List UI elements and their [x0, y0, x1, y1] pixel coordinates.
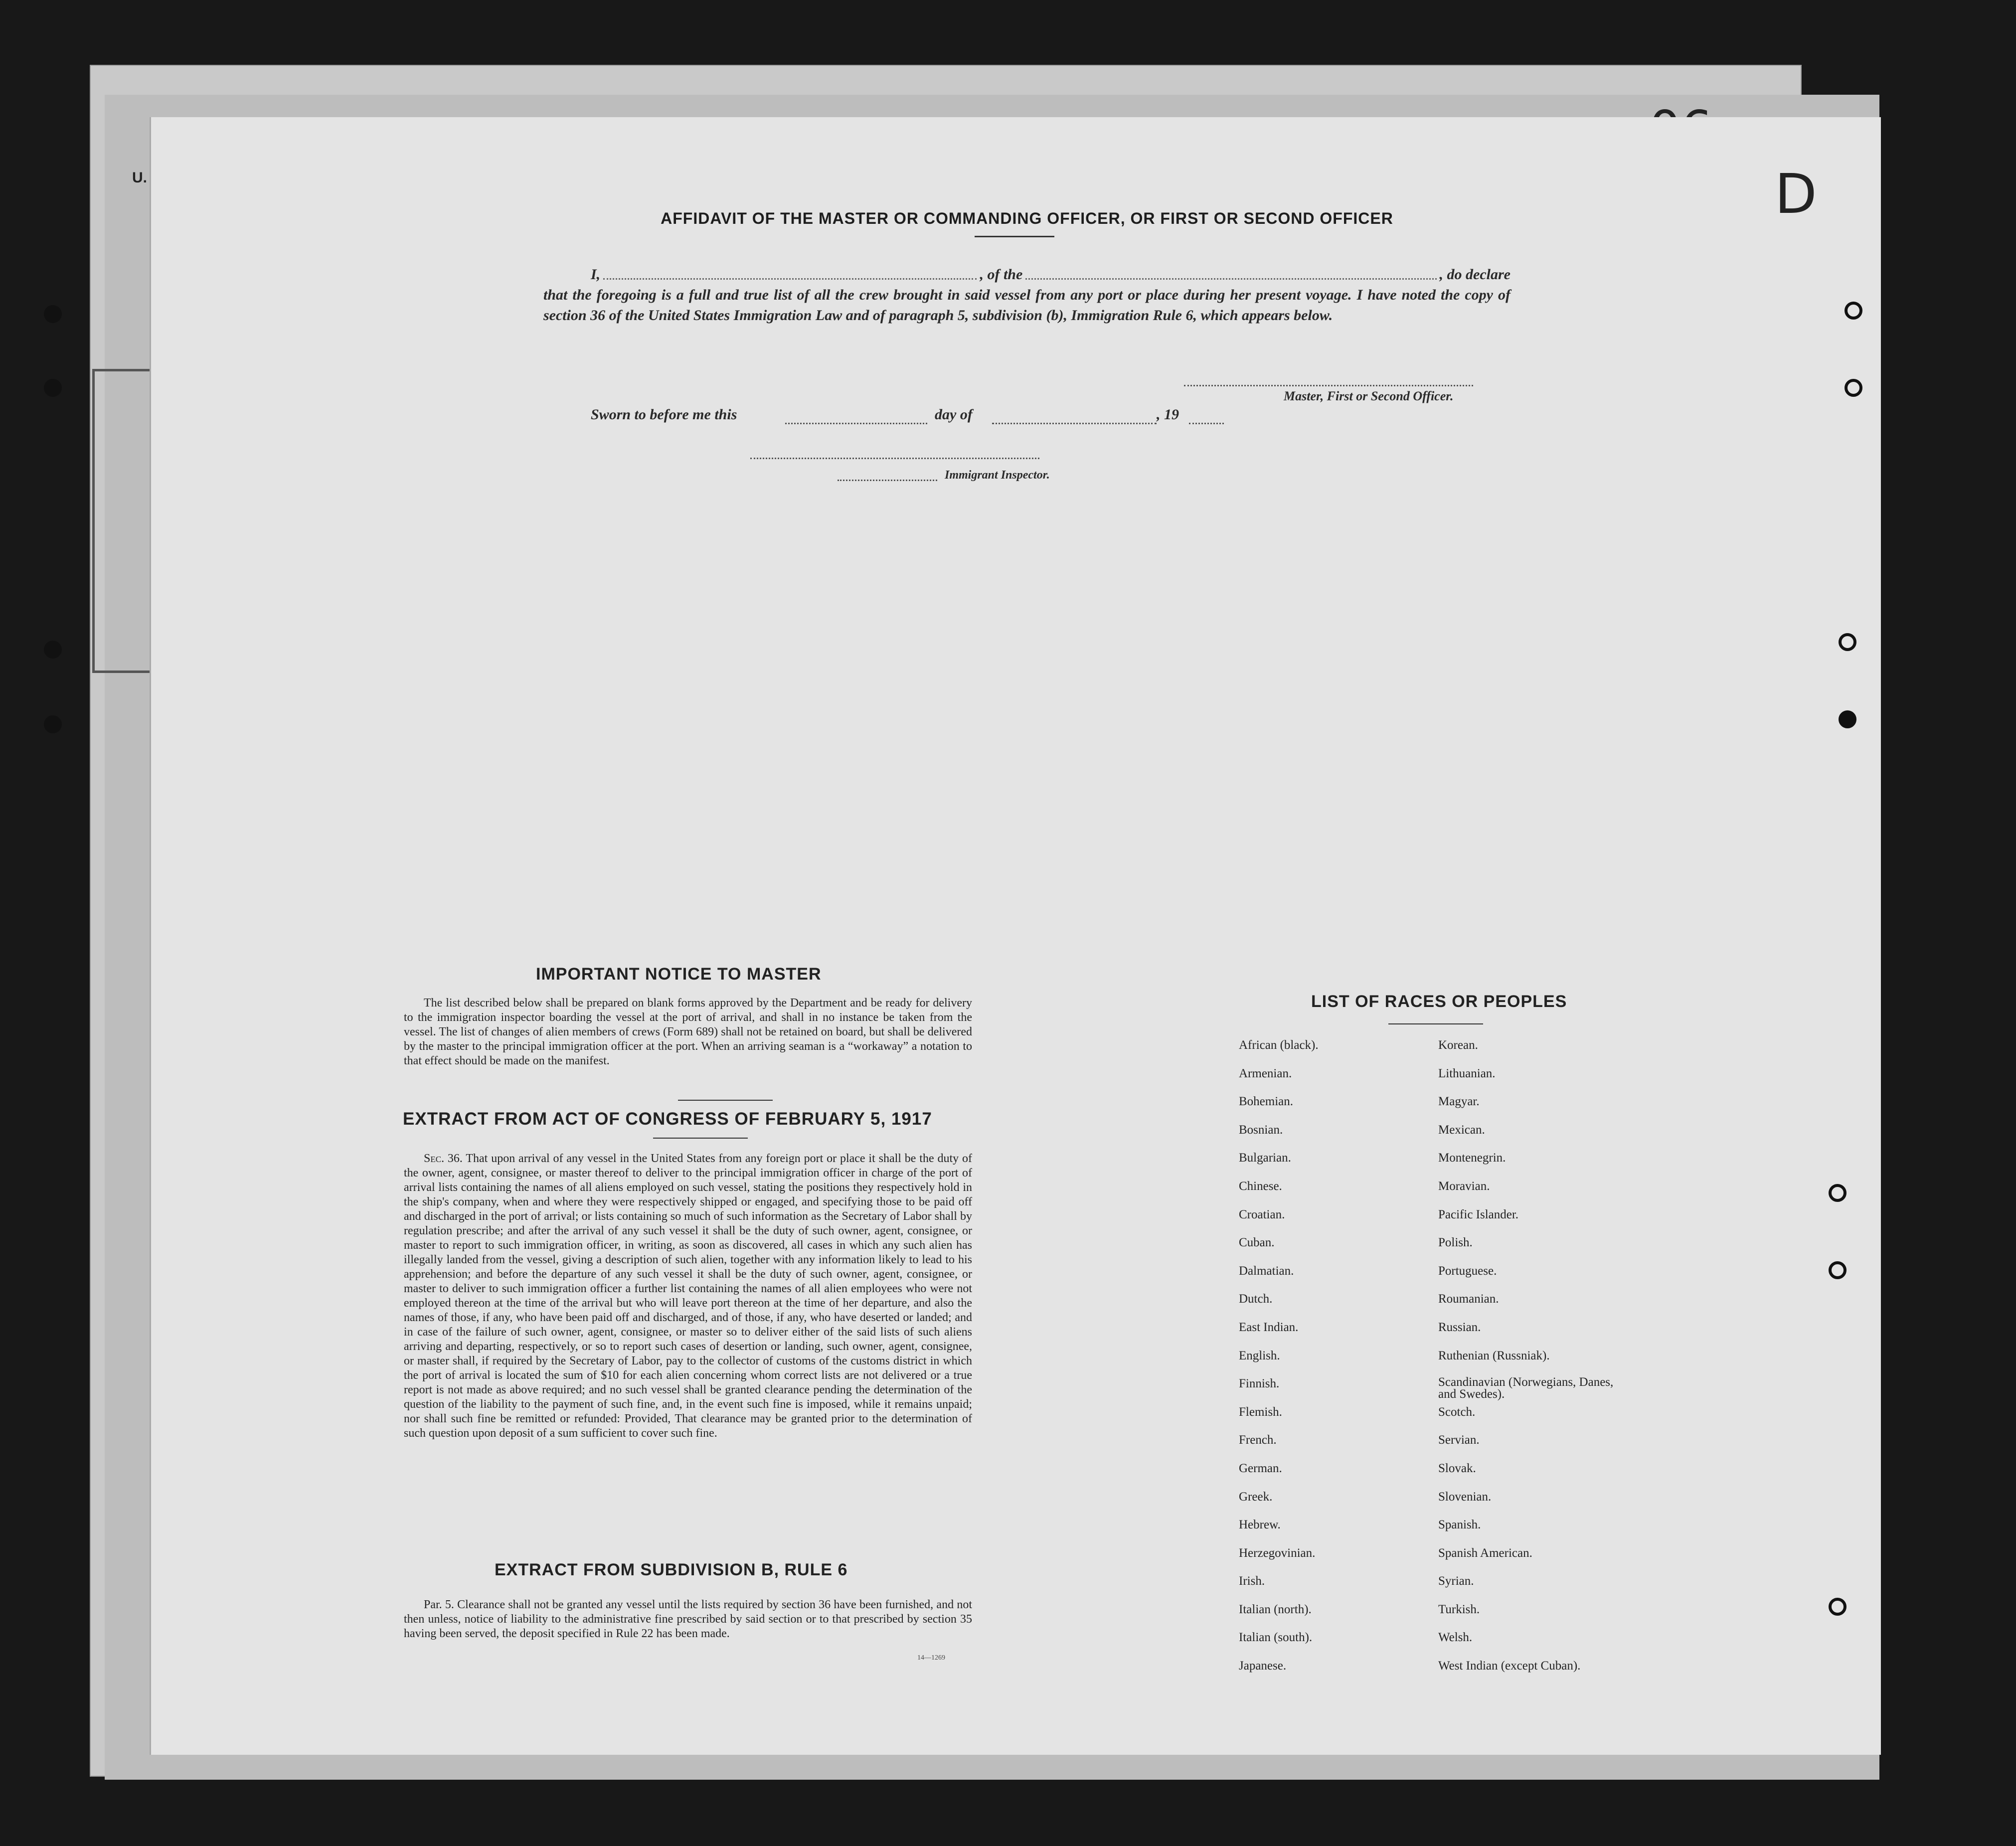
race-item: West Indian (except Cuban). — [1438, 1659, 1581, 1673]
race-item: Welsh. — [1438, 1631, 1473, 1645]
race-item: Slovenian. — [1438, 1490, 1492, 1504]
race-item: Dalmatian. — [1239, 1264, 1294, 1278]
race-item: Italian (north). — [1239, 1602, 1312, 1616]
race-item: Pacific Islander. — [1438, 1207, 1519, 1221]
inspector-signature-line[interactable] — [750, 458, 1039, 459]
affidavit-declare: , do declare — [1439, 266, 1511, 283]
race-item: Hebrew. — [1239, 1518, 1281, 1532]
signature-label: Master, First or Second Officer. — [1284, 389, 1454, 403]
race-item: Cuban. — [1239, 1236, 1275, 1250]
section-label: Sec. 36. — [424, 1152, 463, 1165]
signature-line[interactable] — [1184, 385, 1473, 386]
form-number: 14—1269 — [917, 1654, 945, 1662]
extract-act-body — [404, 1152, 972, 1441]
affidavit-title: AFFIDAVIT OF THE MASTER OR COMMANDING OFFICER, OR FIRST OR SECOND OFFICER — [661, 209, 1393, 227]
race-item: Mexican. — [1438, 1123, 1485, 1137]
race-item: Bosnian. — [1239, 1123, 1283, 1137]
sworn-year-blank[interactable] — [1189, 423, 1224, 424]
binder-hole-icon — [1839, 633, 1856, 651]
race-item: Croatian. — [1239, 1207, 1285, 1221]
affidavit-declaration — [543, 264, 1511, 326]
sworn-day-of: day of — [935, 406, 973, 423]
affidavit-of-the: , of the — [980, 266, 1023, 283]
race-item: French. — [1239, 1433, 1277, 1447]
races-rule — [1388, 1023, 1483, 1024]
name-blank[interactable] — [603, 264, 977, 280]
race-item: Greek. — [1239, 1490, 1273, 1504]
race-item: German. — [1239, 1461, 1282, 1475]
handwritten-edge-marks — [92, 369, 150, 673]
race-item: Magyar. — [1438, 1095, 1480, 1109]
section-text: That upon arrival of any vessel in the United States from any foreign port or place it shall be the duty of the owner, agent, consignee, or master thereof to deliver to the principal immigration officer in charge of the port of arrival lists containing the names of all aliens employed on such vessel, stating the positions they respectively hold in the ship's company, when and where they were respectively shipped or engaged, and specifying those to be paid off and discharged in the port of arrival; or lists containing so much of such information as the Secretary of Labor shall by regulation prescribe; and after the arrival of any such vessel it shall be the duty of such owner, agent, consignee, or master to report to such immigration officer, in writing, as soon as discovered, all cases in which any such alien has illegally landed from the vessel, giving a description of such alien, together with any information likely to lead to his apprehension; and before the departure of any such vessel it shall be the duty of such owner, agent, consignee, or master to deliver to such immigration officer a further list containing the names of all alien employees who were not employed thereon at the time of the arrival but who will leave port thereon at the time of her departure, and also the names of those, if any, who have been paid off and discharged, and of those, if any, who have deserted or landed; and in case of the failure of such owner, agent, consignee, or master so to deliver either of the said lists of such aliens arriving and departing, respectively, or so to report such cases of desertion or landing, such owner, agent, consignee, or master shall, if required by the Secretary of Labor, pay to the collector of customs of the customs district in which the port of arrival is located the sum of $10 for each alien concerning whom correct lists are not delivered or a true report is not made as above required; and no such vessel shall be granted clearance pending the determination of the question of the liability to the payment of such fine, and, in the event such fine is imposed, while it remains unpaid; nor shall such fine be remitted or refunded: Provided, That clearance may be granted prior to the determination of such question upon deposit of a sum sufficient to cover such fine. — [404, 1152, 972, 1440]
affidavit-i: I, — [591, 266, 601, 283]
binder-hole-icon — [1829, 1184, 1847, 1202]
affidavit-body: that the foregoing is a full and true list of all the crew brought in said vessel from any port or place during her present voyage. I have noted the copy of section 36 of the United States Immigration Law and of paragraph 5, subdivision (b), Immigration Rule 6, which appears below. — [543, 287, 1511, 324]
binder-hole-icon — [44, 379, 62, 397]
race-item: Chinese. — [1239, 1179, 1282, 1193]
race-item: Scandinavian (Norwegians, Danes, and Swedes). — [1438, 1375, 1614, 1401]
race-item: Lithuanian. — [1438, 1066, 1496, 1080]
sworn-month-blank[interactable] — [992, 423, 1157, 424]
race-item: Slovak. — [1438, 1461, 1476, 1475]
race-item: Scotch. — [1438, 1405, 1476, 1419]
extract-rule-body: Par. 5. Clearance shall not be granted any vessel until the lists required by section 36 have been furnished, and not then unless, notice of liability to the administrative fine prescribed by said section or to that prescribed by section 35 having been served, the deposit specified in Rule 22 has been made. — [404, 1598, 972, 1640]
extract-act-rule — [653, 1138, 748, 1139]
inspector-label: Immigrant Inspector. — [945, 469, 1050, 482]
race-item: Roumanian. — [1438, 1292, 1499, 1306]
race-item: Korean. — [1438, 1038, 1478, 1052]
corner-mark: U. — [132, 169, 147, 186]
race-item: Polish. — [1438, 1236, 1473, 1250]
race-item: Ruthenian (Russniak). — [1438, 1348, 1550, 1362]
sworn-year: , 19 — [1157, 406, 1179, 423]
notice-rule — [678, 1100, 773, 1101]
corner-stamp: D — [1775, 162, 1817, 226]
race-item: African (black). — [1239, 1038, 1319, 1052]
race-item: Turkish. — [1438, 1602, 1480, 1616]
binder-hole-icon — [44, 641, 62, 659]
binder-hole-icon — [1829, 1598, 1847, 1616]
vessel-blank[interactable] — [1025, 264, 1436, 280]
races-right-column — [1438, 1038, 1628, 1687]
binder-hole-icon — [1829, 1261, 1847, 1279]
race-item: Dutch. — [1239, 1292, 1273, 1306]
race-item: Servian. — [1438, 1433, 1480, 1447]
race-item: Armenian. — [1239, 1066, 1292, 1080]
race-item: Irish. — [1239, 1574, 1265, 1588]
notice-body: The list described below shall be prepared on blank forms approved by the Department and be ready for delivery to the immigration inspector boarding the vessel at the port of arrival, and shall in no instance be taken from the vessel. The list of changes of alien members of crews (Form 689) shall not be retained on board, but shall be delivered by the master to the principal immigration officer at the port. When an arriving seaman is a “workaway” a notation to that effect should be made on the manifest. — [404, 997, 972, 1067]
race-item: Flemish. — [1239, 1405, 1282, 1419]
binder-hole-icon — [1839, 710, 1856, 728]
race-item: English. — [1239, 1348, 1280, 1362]
race-item: Montenegrin. — [1438, 1151, 1506, 1165]
race-item: Herzegovinian. — [1239, 1546, 1316, 1560]
race-item: Spanish. — [1438, 1518, 1481, 1532]
race-item: Moravian. — [1438, 1179, 1490, 1193]
title-rule — [975, 236, 1054, 237]
races-left-column — [1239, 1038, 1319, 1687]
race-item: Russian. — [1438, 1320, 1481, 1334]
sworn-label: Sworn to before me this — [591, 406, 737, 423]
extract-act-title: EXTRACT FROM ACT OF CONGRESS OF FEBRUARY 5, 1917 — [403, 1109, 932, 1129]
races-title: LIST OF RACES OR PEOPLES — [1311, 992, 1567, 1011]
binder-hole-icon — [1845, 379, 1862, 397]
notice-title: IMPORTANT NOTICE TO MASTER — [536, 965, 822, 984]
race-item: Spanish American. — [1438, 1546, 1532, 1560]
race-item: Italian (south). — [1239, 1631, 1313, 1645]
binder-hole-icon — [1845, 302, 1862, 320]
race-item: Syrian. — [1438, 1574, 1474, 1588]
binder-hole-icon — [44, 305, 62, 323]
race-item: Bohemian. — [1239, 1095, 1294, 1109]
binder-hole-icon — [44, 715, 62, 733]
race-item: Bulgarian. — [1239, 1151, 1291, 1165]
race-item: Japanese. — [1239, 1659, 1287, 1673]
race-item: Portuguese. — [1438, 1264, 1497, 1278]
sworn-day-blank[interactable] — [785, 423, 927, 424]
extract-rule-title: EXTRACT FROM SUBDIVISION B, RULE 6 — [495, 1560, 848, 1579]
inspector-short-line — [838, 480, 937, 481]
race-item: Finnish. — [1239, 1377, 1280, 1391]
race-item: East Indian. — [1239, 1320, 1299, 1334]
